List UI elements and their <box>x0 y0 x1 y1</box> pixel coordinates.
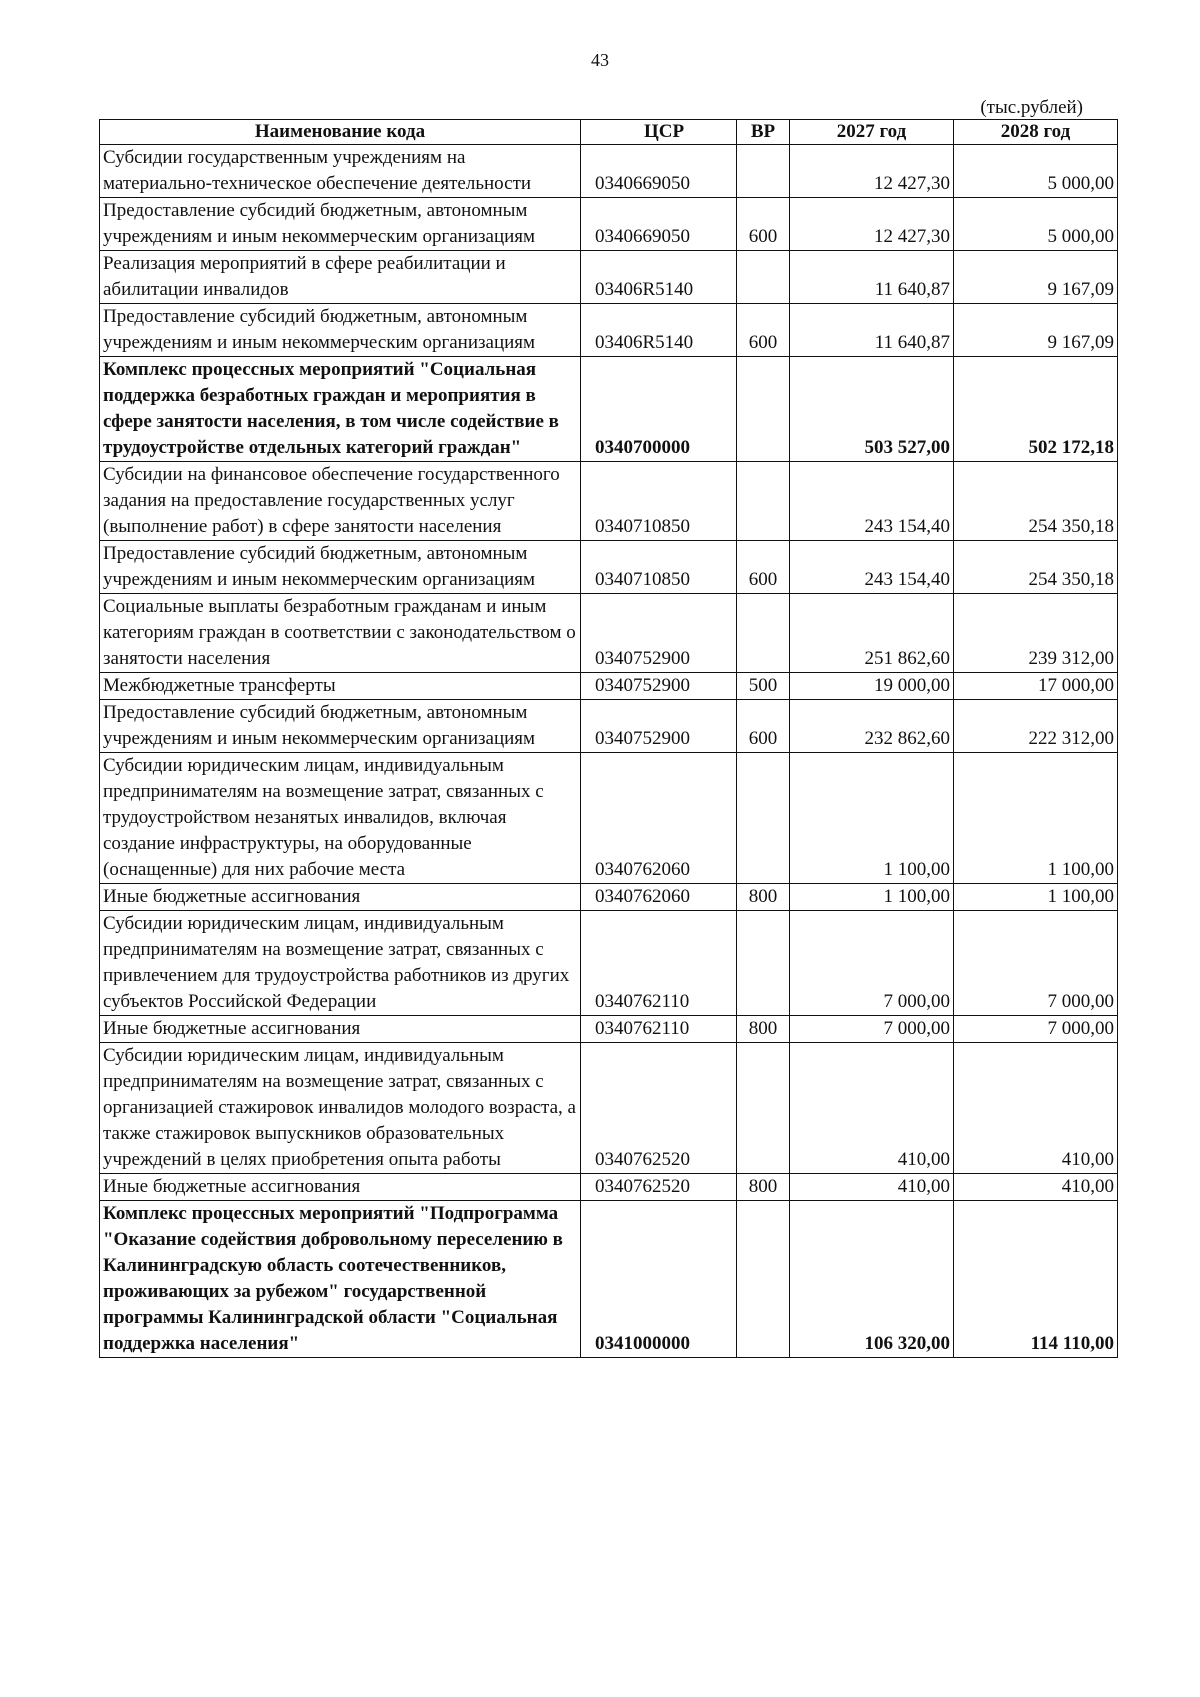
cell-vr: 800 <box>737 1016 790 1043</box>
header-csr: ЦСР <box>581 120 737 145</box>
cell-name: Субсидии юридическим лицам, индивидуальным предпринимателям на возмещение затрат, связанных с трудоустройством незанятых инвалидов, включая создание инфраструктуры, на оборудованные (оснащенные) для них рабочие места <box>100 753 581 884</box>
budget-table <box>99 119 1118 1358</box>
table-row <box>100 700 1118 753</box>
cell-csr: 03406R5140 <box>581 251 737 304</box>
table-row <box>100 1174 1118 1201</box>
table-row <box>100 673 1118 700</box>
cell-csr: 03406R5140 <box>581 304 737 357</box>
cell-csr: 0340752900 <box>581 673 737 700</box>
cell-2028: 1 100,00 <box>954 753 1118 884</box>
cell-csr: 0341000000 <box>581 1201 737 1358</box>
cell-vr <box>737 462 790 541</box>
cell-vr <box>737 357 790 462</box>
cell-2028: 254 350,18 <box>954 541 1118 594</box>
cell-name: Комплекс процессных мероприятий "Социальная поддержка безработных граждан и мероприятия в сфере занятости населения, в том числе содействие в трудоустройстве отдельных категорий граждан" <box>100 357 581 462</box>
cell-csr: 0340762520 <box>581 1043 737 1174</box>
cell-2027: 11 640,87 <box>790 251 954 304</box>
cell-2028: 5 000,00 <box>954 198 1118 251</box>
cell-vr: 600 <box>737 700 790 753</box>
cell-vr: 800 <box>737 1174 790 1201</box>
page-number: 43 <box>591 50 609 70</box>
cell-name: Субсидии на финансовое обеспечение государственного задания на предоставление государственных услуг (выполнение работ) в сфере занятости населения <box>100 462 581 541</box>
cell-csr: 0340762520 <box>581 1174 737 1201</box>
header-year-2027: 2027 год <box>790 120 954 145</box>
cell-2027: 410,00 <box>790 1174 954 1201</box>
cell-2027: 503 527,00 <box>790 357 954 462</box>
cell-csr: 0340710850 <box>581 541 737 594</box>
cell-2027: 7 000,00 <box>790 1016 954 1043</box>
cell-vr: 600 <box>737 541 790 594</box>
cell-vr <box>737 594 790 673</box>
cell-2028: 7 000,00 <box>954 1016 1118 1043</box>
cell-name: Предоставление субсидий бюджетным, автономным учреждениям и иным некоммерческим организациям <box>100 304 581 357</box>
cell-name: Социальные выплаты безработным гражданам и иным категориям граждан в соответствии с законодательством о занятости населения <box>100 594 581 673</box>
cell-2027: 7 000,00 <box>790 911 954 1016</box>
table-row <box>100 594 1118 673</box>
table-row <box>100 462 1118 541</box>
cell-2027: 1 100,00 <box>790 884 954 911</box>
cell-vr <box>737 145 790 198</box>
header-name: Наименование кода <box>100 120 581 145</box>
cell-2028: 114 110,00 <box>954 1201 1118 1358</box>
cell-csr: 0340762110 <box>581 911 737 1016</box>
cell-2028: 222 312,00 <box>954 700 1118 753</box>
cell-2027: 12 427,30 <box>790 198 954 251</box>
table-row <box>100 357 1118 462</box>
cell-2027: 19 000,00 <box>790 673 954 700</box>
cell-vr <box>737 911 790 1016</box>
table-row <box>100 198 1118 251</box>
table-row <box>100 911 1118 1016</box>
cell-vr <box>737 1043 790 1174</box>
table-row <box>100 145 1118 198</box>
cell-name: Комплекс процессных мероприятий "Подпрограмма "Оказание содействия добровольному переселению в Калининградскую область соотечественников, проживающих за рубежом" государственной программы Калининградской области "Социальная поддержка населения" <box>100 1201 581 1358</box>
cell-2028: 410,00 <box>954 1174 1118 1201</box>
cell-2028: 7 000,00 <box>954 911 1118 1016</box>
cell-name: Предоставление субсидий бюджетным, автономным учреждениям и иным некоммерческим организациям <box>100 700 581 753</box>
cell-2028: 17 000,00 <box>954 673 1118 700</box>
cell-2027: 410,00 <box>790 1043 954 1174</box>
cell-csr: 0340669050 <box>581 198 737 251</box>
cell-name: Предоставление субсидий бюджетным, автономным учреждениям и иным некоммерческим организациям <box>100 198 581 251</box>
table-header-row <box>100 120 1118 145</box>
cell-2027: 251 862,60 <box>790 594 954 673</box>
cell-name: Субсидии юридическим лицам, индивидуальным предпринимателям на возмещение затрат, связанных с организацией стажировок инвалидов молодого возраста, а также стажировок выпускников образовательных учреждений в целях приобретения опыта работы <box>100 1043 581 1174</box>
table-row <box>100 1043 1118 1174</box>
cell-vr <box>737 753 790 884</box>
cell-2028: 1 100,00 <box>954 884 1118 911</box>
cell-2027: 243 154,40 <box>790 462 954 541</box>
cell-csr: 0340752900 <box>581 594 737 673</box>
cell-name: Межбюджетные трансферты <box>100 673 581 700</box>
table-row <box>100 1201 1118 1358</box>
cell-2028: 239 312,00 <box>954 594 1118 673</box>
cell-vr: 800 <box>737 884 790 911</box>
cell-csr: 0340762110 <box>581 1016 737 1043</box>
cell-vr <box>737 251 790 304</box>
cell-csr: 0340700000 <box>581 357 737 462</box>
cell-csr: 0340762060 <box>581 753 737 884</box>
table-row <box>100 753 1118 884</box>
cell-vr: 500 <box>737 673 790 700</box>
cell-2027: 11 640,87 <box>790 304 954 357</box>
cell-vr: 600 <box>737 198 790 251</box>
cell-name: Иные бюджетные ассигнования <box>100 884 581 911</box>
table-row <box>100 1016 1118 1043</box>
cell-csr: 0340669050 <box>581 145 737 198</box>
cell-name: Реализация мероприятий в сфере реабилитации и абилитации инвалидов <box>100 251 581 304</box>
table-row <box>100 251 1118 304</box>
cell-2027: 243 154,40 <box>790 541 954 594</box>
cell-csr: 0340762060 <box>581 884 737 911</box>
header-year-2028: 2028 год <box>954 120 1118 145</box>
cell-2028: 410,00 <box>954 1043 1118 1174</box>
table-row <box>100 304 1118 357</box>
cell-2028: 9 167,09 <box>954 251 1118 304</box>
cell-2028: 5 000,00 <box>954 145 1118 198</box>
cell-2027: 106 320,00 <box>790 1201 954 1358</box>
units-label: (тыс.рублей) <box>980 97 1083 118</box>
cell-csr: 0340752900 <box>581 700 737 753</box>
cell-name: Иные бюджетные ассигнования <box>100 1174 581 1201</box>
cell-csr: 0340710850 <box>581 462 737 541</box>
header-vr: ВР <box>737 120 790 145</box>
cell-2028: 9 167,09 <box>954 304 1118 357</box>
cell-name: Предоставление субсидий бюджетным, автономным учреждениям и иным некоммерческим организациям <box>100 541 581 594</box>
table-row <box>100 541 1118 594</box>
cell-2027: 1 100,00 <box>790 753 954 884</box>
table-row <box>100 884 1118 911</box>
cell-2027: 232 862,60 <box>790 700 954 753</box>
cell-vr: 600 <box>737 304 790 357</box>
cell-name: Субсидии государственным учреждениям на материально-техническое обеспечение деятельности <box>100 145 581 198</box>
cell-name: Субсидии юридическим лицам, индивидуальным предпринимателям на возмещение затрат, связанных с привлечением для трудоустройства работников из других субъектов Российской Федерации <box>100 911 581 1016</box>
cell-name: Иные бюджетные ассигнования <box>100 1016 581 1043</box>
cell-2027: 12 427,30 <box>790 145 954 198</box>
cell-2028: 502 172,18 <box>954 357 1118 462</box>
cell-vr <box>737 1201 790 1358</box>
cell-2028: 254 350,18 <box>954 462 1118 541</box>
